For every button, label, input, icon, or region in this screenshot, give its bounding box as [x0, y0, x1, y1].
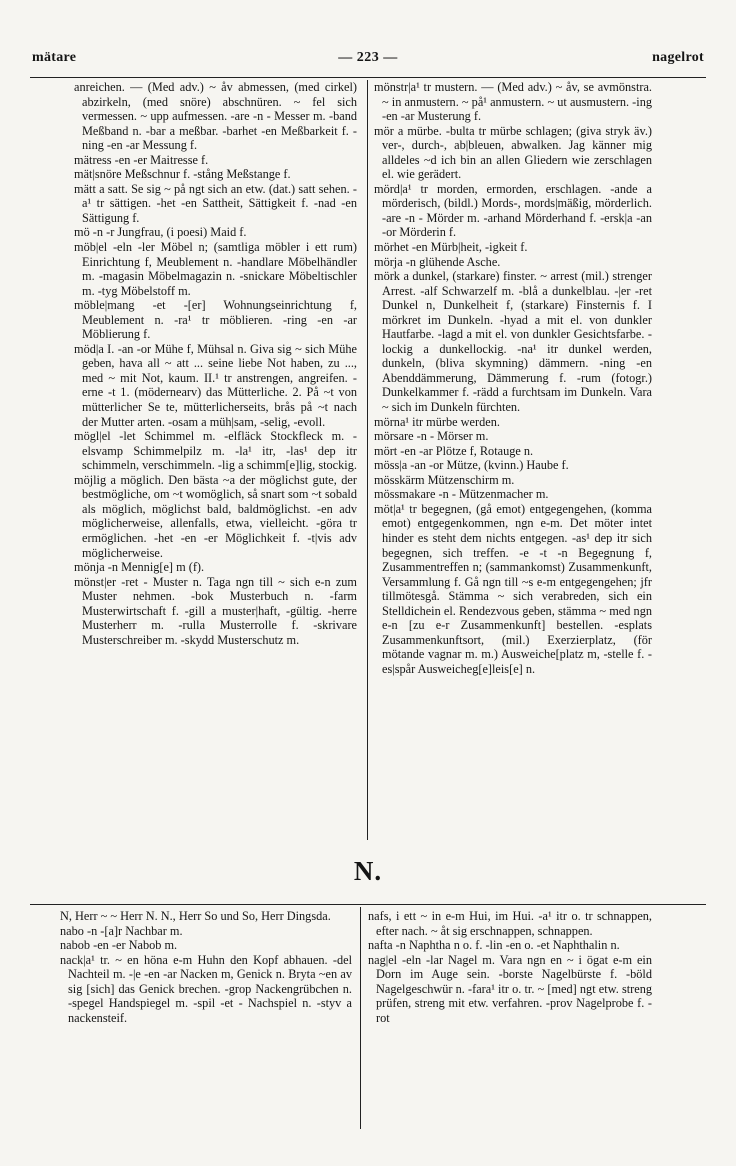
entry: nabo -n -[a]r Nachbar m.	[60, 923, 183, 938]
right-column	[374, 80, 652, 676]
entry: nack|a¹ tr. ~ en höna e-m Huhn den Kopf abhauen. -del Nachteil m. -|e -en -ar Nacken m, Genick n. Bryta ~en av sig [sich] das Genick brechen. -grop Nackengrübchen n. -spegel Handspiegel m. -spil -et - Nachspiel n. -styv a nackensteif.	[60, 952, 352, 1025]
entry: mörna¹ itr mürbe werden.	[374, 414, 500, 429]
entry: möt|a¹ tr begegnen, (gå emot) entgegengehen, (komma emot) entgegenkommen, ngn e-m. Det möter intet hinder es steht dem nichts entgegen. -as¹ dep itr sich begegnen, sich treffen. -e -t -n Begegnung f, Zusammentreffen n; (sammankomst) Zusammenkunft, Versammlung f. Gå ngn till ~s e-m entgegengehen; jfr tillmötesgå. Stämma ~ sich verabreden, sich ein Stelldichein el. Rendezvous geben, stämma ~ med ngn e-n [zu e-r Zusammenkunft] bestellen. -esplats Zusammenkunftsort, (mil.) Exerzierplatz, (för mötande vagnar m. m.) Ausweiche[platz m, -stelle f. -es|spår Ausweicheg[e]leis[e] n.	[374, 501, 652, 676]
entry: mätt a satt. Se sig ~ på ngt sich an etw. (dat.) satt sehen. -a¹ tr sättigen. -het -en Sattheit, Sättigkeit f. -nad -en Sättigung f.	[74, 181, 357, 225]
entry: möble|mang -et -[er] Wohnungseinrichtung f, Meublement n. -ra¹ tr möblieren. -ring -en -ar Möblierung f.	[74, 298, 357, 342]
page-header	[30, 50, 706, 72]
section-rule	[30, 904, 706, 905]
entry: mörhet -en Mürb|heit, -igkeit f.	[374, 240, 528, 255]
entry: nag|el -eln -lar Nagel m. Vara ngn en ~ i ögat e-m ein Dorn im Auge sein. -borste Nagelbürste f. -böld Nagelgeschwür n. -fara¹ itr o. tr. ~ [med] ngt etw. streng prüfen, streng mit etw. verfahren. -prov Nagelprobe f. -rot	[368, 952, 652, 1025]
header-rule	[30, 77, 706, 78]
entry: mörja -n glühende Asche.	[374, 254, 501, 269]
section-letter: N.	[353, 856, 383, 886]
entry: N, Herr ~ ~ Herr N. N., Herr So und So, Herr Dingsda.	[60, 909, 331, 923]
entry: mör a mürbe. -bulta tr mürbe schlagen; (giva stryk äv.) ver-, durch-, ab|bleuen, abwalken. Jag känner mig alldeles ~d ich bin an allen Gliedern wie zerschlagen el. wie gerädert.	[374, 123, 652, 182]
entry: möss|a -an -or Mütze, (kvinn.) Haube f.	[374, 458, 569, 473]
entry: mönja -n Mennig[e] m (f).	[74, 560, 205, 575]
entry: mörk a dunkel, (starkare) finster. ~ arrest (mil.) strenger Arrest. -alf Schwarzelf m. -blå a dunkelblau. -|er -ret Dunkel n, Dunkelheit f, (starkare) Finsternis f. I mörkret im Dunkeln. -hyad a mit el. von dunkler Hautfarbe. -lagd a mit el. von dunkler Gesichtsfarbe. -lockig a dunkellockig. -na¹ itr dunkel werden, dunkeln, (bliva skymning) dämmern. -ning -en Abenddämmerung, Dämmerung f. -rum (fotogr.) Dunkelkammer f. -rädd a furchtsam im Dunkeln. Vara ~ sich im Dunkeln fürchten.	[374, 269, 652, 415]
column-divider-top	[367, 80, 368, 840]
header-first-word: mätare	[32, 50, 77, 65]
entry: mö -n -r Jungfrau, (i poesi) Maid f.	[74, 225, 247, 240]
entry: mört -en -ar Plötze f, Rotauge n.	[374, 443, 534, 458]
entry: mögl|el -let Schimmel m. -elfläck Stockfleck m. -elsvamp Schimmelpilz m. -la¹ itr, -las¹ dep itr schimmeln, verschimmeln. -lig a schimm[e]lig, stockig.	[74, 429, 357, 473]
entry: mörd|a¹ tr morden, ermorden, erschlagen. -ande a mörderisch, (bildl.) Mords-, mords|mäßig, mörderlich. -are -n - Mörder m. -arhand Mörderhand f. -ersk|a -an -or Mörderin f.	[374, 181, 652, 240]
left-column-n	[60, 909, 352, 1025]
entry: anreichen. — (Med adv.) ~ åv abmessen, (med cirkel) abzirkeln, (med snöre) abschnüren. ~ fel sich vermessen. ~ upp aufmessen. -are -n - Messer m. -band Meßband n. -bar a meßbar. -barhet -en Meßbarkeit f. -ning -en -ar Messung f.	[74, 80, 357, 153]
entry: nafta -n Naphtha n o. f. -lin -en o. -et Naphthalin n.	[368, 938, 620, 953]
entry: mössmakare -n - Mützenmacher m.	[374, 487, 549, 502]
entry: möb|el -eln -ler Möbel n; (samtliga möbler i ett rum) Einrichtung f, Meublement n. -handlare Möbelhändler m. -magasin Möbelmagazin n. -snickare Möbeltischler m. -tyg Möbelstoff m.	[74, 240, 357, 298]
column-divider-bottom	[360, 907, 361, 1129]
right-column-n	[368, 909, 652, 1025]
entry: mät|snöre Meßschnur f. -stång Meßstange f.	[74, 167, 291, 182]
entry: nafs, i ett ~ in e-m Hui, im Hui. -a¹ itr o. tr schnappen, efter nach. ~ åt sig erschnappen, schnappen.	[368, 909, 652, 938]
left-column	[74, 80, 357, 647]
entry: mätress -en -er Maitresse f.	[74, 152, 209, 167]
entry: mösskärm Mützenschirm m.	[374, 472, 515, 487]
entry: mörsare -n - Mörser m.	[374, 429, 489, 444]
page-number: — 223 —	[338, 50, 398, 65]
header-last-word: nagelrot	[652, 50, 704, 65]
entry: möjlig a möglich. Den bästa ~a der möglichst gute, der bestmögliche, om ~t womöglich, så snart som ~t sobald als möglich, möglichst bald, baldmöglichst. -en adv möglicherweise, allenfalls, etwa, vielleicht. -göra tr ermöglichen. -het -en -er Möglichkeit f. -t|vis adv möglicherweise.	[74, 472, 357, 560]
entry: möd|a I. -an -or Mühe f, Mühsal n. Giva sig ~ sich Mühe geben, hava all ~ att ... seine liebe Not haben, zu ..., med ~ mit Not, kaum. II.¹ tr anstrengen, angreifen. -erne -t 1. (mödernearv) das Mütterliche. 2. På ~t von mütterlicher Se te, mütterlicherseits, brås på ~t nach der Mutter arten. -osam a müh|sam, -selig, -evoll.	[74, 341, 357, 429]
entry: mönstr|a¹ tr mustern. — (Med adv.) ~ åv, se avmönstra. ~ in anmustern. ~ på¹ anmustern. ~ ut ausmustern. -ing -en -ar Musterung f.	[374, 80, 652, 124]
entry: nabob -en -er Nabob m.	[60, 938, 178, 953]
entry: mönst|er -ret - Muster n. Taga ngn till ~ sich e-n zum Muster nehmen. -bok Musterbuch n. -farm Musterwirtschaft f. -gill a muster|haft, -gültig. -herre Musterherr m. -rulla Musterrolle f. -skrivare Musterschreiber m. -skydd Musterschutz m.	[74, 574, 357, 647]
